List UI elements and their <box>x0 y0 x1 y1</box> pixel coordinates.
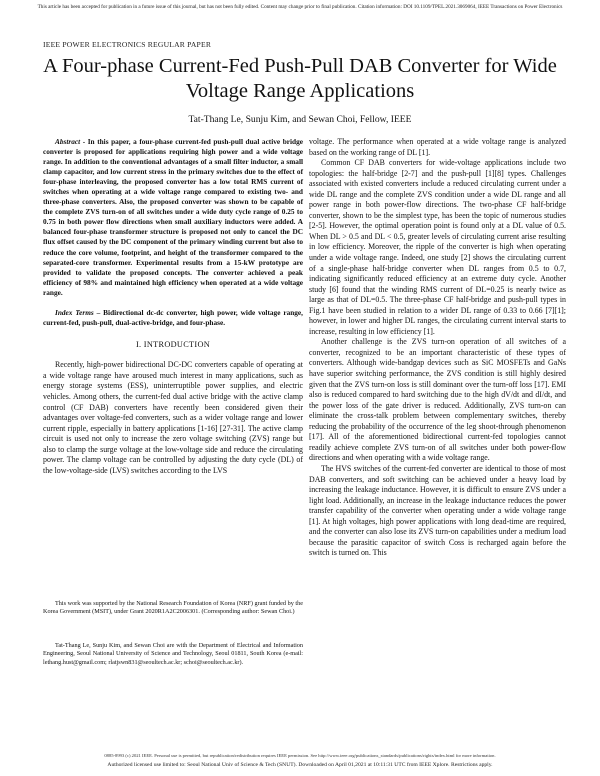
section-heading-introduction: I. INTRODUCTION <box>135 339 211 349</box>
publication-notice: This article has been accepted for publication in a future issue of this journal, but has not been fully edited. Content may change prior to final publication. Citation information: DOI 10.1109/TPEL.2021.3069064, IEEE Transactions on Power Electronics <box>37 4 563 10</box>
body-paragraph-4: The HVS switches of the current-fed converter are identical to those of most DAB converters, and soft switching can be achieved under a heavy load by increasing the leakage inductance. However, it is difficult to ensure ZVS under a light load. Additionally, an increase in the leakage inductance reduces the power transfer capability of the converter when operating under a wide voltage range [1]. At high voltages, high power applications with long dead-time are required, and the converter can also lose its ZVS turn-on capabilities under a medium load because the parasitic capacitor of switch Coss is recharged again before the switch is turned on. This <box>309 463 566 558</box>
abstract-text: - In this paper, a four-phase current-fed push-pull dual active bridge converter is proposed for applications requiring high power and a wide voltage range. In addition to the conventional advantages of a small filter inductor, a small clamp capacitor, and low current stress in the primary switches due to the effect of four-phase interleaving, the proposed converter has a low total RMS current of switches when operating at a wide voltage range compared to existing two- and three-phase converters. Also, the proposed converter was shown to be capable of the complete ZVS turn-on of all switches under a wide duty cycle range of 0.25 to 0.75 in both power flow directions when small auxiliary inductors were added. A balanced four-phase transformer structure is proposed not only to cancel the DC flux offset caused by the DC component of the primary winding current but also to reduce the core volume, footprint, and height of the transformer compared to the separated-core transformer. Experimental results from a 15-kW prototype are provided to validate the proposed concepts. The converter achieved a peak efficiency of 98% and maintained high efficiency when operated at a wide voltage range. <box>43 137 303 297</box>
body-paragraph-2: Common CF DAB converters for wide-voltage applications include two topologies: the half-bridge [2-7] and the push-pull [1][8] types. Challenges associated with existed converters include a reduced circulating current under a wide DL range and the complete ZVS condition under a wide DL range and all power range in both power-flow directions. The two-phase CF half-bridge converter, shown to be the simplest type, has been the topic of numerous studies [2-5]. However, the optimal operation point is found only at a DL value of 0.5. When DL > 0.5 and DL < 0.5, greater levels of circulating current arise resulting in low efficiency. Moreover, the ripple of the converter is high when operating under a wide voltage range. Indeed, one study [2] shows the circulating current of a single-phase half-bridge converter when DL ranges from 0.5 to 0.7, indicating significantly reduced efficiency at an extreme duty cycle. Another study [6] found that the winding RMS current of DL=0.25 is nearly twice as large as that of DL=0.5. The three-phase CF half-bridge and push-pull types in Fig.1 have been studied in relation to a wider DL range of 0.33 to 0.66 [7][1]; however, in lower and higher DL ranges, the circulating current interval starts to increase, resulting in low efficiency [1]. <box>309 158 566 336</box>
copyright-notice: 0885-8993 (c) 2021 IEEE. Personal use is permitted, but republication/redistribution requires IEEE permission. See http://www.ieee.org/publications_standards/publications/rights/index.html for more information. <box>104 753 496 758</box>
journal-tag: IEEE POWER ELECTRONICS REGULAR PAPER <box>43 40 212 49</box>
paper-title: A Four-phase Current-Fed Push-Pull DAB Converter for Wide Voltage Range Applications <box>43 55 557 102</box>
right-column <box>309 137 566 559</box>
body-paragraph-3: Another challenge is the ZVS turn-on operation of all switches of a converter, recognized to be an important characteristic of these types of converters. Although wide-bandgap devices such as SiC MOSFETs and GaNs have superior switching performance, the ZVS condition is still highly desired given that the ZVS turn-on loss is still dominant over the turn-off loss [17]. EMI also is reduced compared to hard switching due to the high dV/dt and dI/dt, and the power loss of the gate driver is reduced. Additionally, ZVS turn-on can eliminate the cross-talk problem between complementary switches, thereby reducing the probability of the occurrence of the leg shoot-through phenomenon [17]. All of the aforementioned bidirectional current-fed topologies cannot readily achieve complete ZVS turn-on of all switches under both power-flow directions and when operating with a wide voltage range. <box>309 337 566 463</box>
index-terms-lead: Index Terms <box>55 307 94 317</box>
funding-footnote: This work was supported by the National Research Foundation of Korea (NRF) grant funded by the Korea Government (MSIT), under Grant 2020R1A2C2006301. (Corresponding author: Sewan Choi.) <box>43 600 303 616</box>
index-terms-text: – Bidirectional dc-dc converter, high power, wide voltage range, current-fed, push-pull, dual-active-bridge, and four-phase. <box>43 307 303 327</box>
author-line: Tat-Thang Le, Sunju Kim, and Sewan Choi, Fellow, IEEE <box>188 114 412 125</box>
abstract-lead: Abstract <box>55 137 81 146</box>
intro-paragraph: Recently, high-power bidirectional DC-DC converters capable of operating at a wide voltage range have aroused much interest in many applications, such as energy storage systems (ESS), uninterruptible power supplies, and electric vehicles. Among others, the current-fed dual active bridge with the active clamp control (CF DAB) converters have recently been considered given their advantages over voltage-fed converters, such as a wider voltage range and lower current ripple, especially in battery applications [1-16] [27-31]. The active clamp circuit is used not only to increase the zero voltage switching (ZVS) range but also to clamp the surge voltage at the low-voltage side and reduce the circulating power. The clamp voltage can be controlled by adjusting the duty cycle (DL) of the low-voltage-side (LVS) switches according to the LVS <box>43 360 303 475</box>
body-paragraph-1: voltage. The performance when operated at a wide voltage range is analyzed based on the working range of DL [1]. <box>309 137 566 157</box>
abstract <box>43 137 303 298</box>
download-notice: Authorized licensed use limited to: Seoul National Univ of Science & Tech (SNUT). Downloaded on April 01,2021 at 10:11:31 UTC from IEEE Xplore. Restrictions apply. <box>107 762 493 768</box>
affiliation-footnote: Tat-Thang Le, Sunju Kim, and Sewan Choi are with the Department of Electrical and Information Engineering, Seoul National University of Science and Technology, Seoul 01811, South Korea (e-mail: lethang.hust@gmail.com; rlatjswn831@seoultech.ac.kr; schoi@seoultech.ac.kr). <box>43 642 303 666</box>
index-terms <box>43 308 303 328</box>
left-column <box>43 137 303 476</box>
